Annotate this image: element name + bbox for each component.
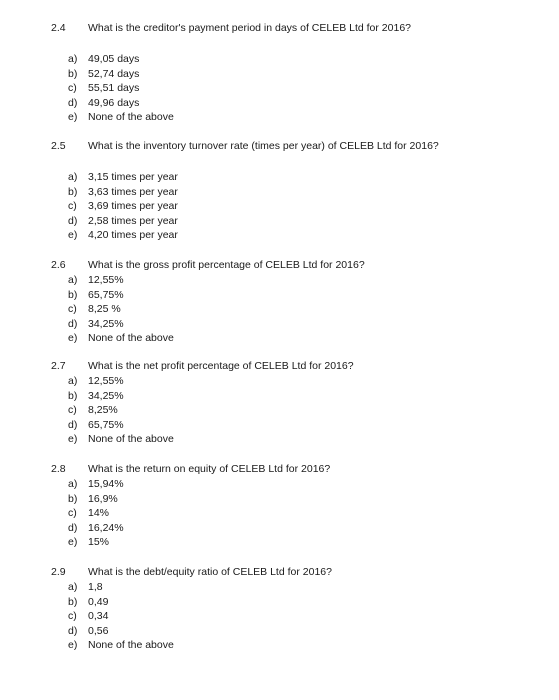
option-letter: a) [68, 274, 78, 286]
option-text: 14% [88, 507, 110, 520]
question-text: What is the debt/equity ratio of CELEB Ltd for 2016? [88, 566, 332, 578]
option-text: 0,34 [88, 610, 109, 623]
option-text: 4,20 times per year [88, 229, 178, 242]
option-letter: e) [68, 229, 78, 242]
option-a [0, 580, 559, 595]
option-b [0, 492, 559, 507]
option-c [0, 609, 559, 624]
option-text: 65,75% [88, 288, 124, 301]
option-a [0, 273, 559, 288]
option-text: 65,75% [88, 418, 124, 431]
option-text: 0,49 [88, 595, 109, 608]
options-list [0, 273, 559, 346]
option-text: 0,56 [88, 624, 109, 637]
question-text: What is the gross profit percentage of CELEB Ltd for 2016? [88, 259, 365, 271]
option-text: 15% [88, 536, 110, 549]
question-2-9 [0, 566, 559, 653]
option-letter: e) [68, 433, 78, 446]
option-text: 1,8 [88, 581, 103, 593]
option-letter: a) [68, 478, 78, 490]
option-text: 15,94% [88, 478, 124, 490]
option-text: 49,96 days [88, 96, 140, 109]
question-2-4 [0, 22, 559, 125]
option-text: 8,25 % [88, 303, 121, 316]
question-text: What is the creditor's payment period in days of CELEB Ltd for 2016? [88, 22, 412, 34]
question-text: What is the return on equity of CELEB Ltd for 2016? [88, 463, 331, 475]
question-header [0, 566, 559, 580]
question-number: 2.8 [51, 463, 66, 475]
option-e [0, 331, 559, 346]
option-text: 55,51 days [88, 82, 140, 95]
option-text: 34,25% [88, 389, 124, 402]
option-text: 16,24% [88, 521, 124, 534]
options-list [0, 52, 559, 125]
options-list [0, 170, 559, 243]
option-d [0, 317, 559, 332]
option-a [0, 52, 559, 67]
option-letter: d) [68, 214, 78, 227]
question-header [0, 463, 559, 477]
option-d [0, 521, 559, 536]
option-text: None of the above [88, 332, 174, 345]
option-letter: e) [68, 111, 78, 124]
option-letter: a) [68, 53, 78, 65]
option-text: None of the above [88, 639, 174, 652]
question-2-8 [0, 463, 559, 550]
option-text: 3,63 times per year [88, 185, 178, 198]
option-letter: a) [68, 375, 78, 387]
question-2-5 [0, 140, 559, 243]
option-letter: c) [68, 610, 77, 623]
question-header [0, 360, 559, 374]
option-text: 2,58 times per year [88, 214, 178, 227]
option-letter: e) [68, 639, 78, 652]
option-text: 49,05 days [88, 53, 140, 65]
option-letter: d) [68, 521, 78, 534]
option-text: 12,55% [88, 274, 124, 286]
question-text: What is the inventory turnover rate (times per year) of CELEB Ltd for 2016? [88, 140, 439, 152]
options-list [0, 477, 559, 550]
option-letter: d) [68, 96, 78, 109]
question-number: 2.7 [51, 360, 66, 372]
option-letter: d) [68, 624, 78, 637]
question-2-6 [0, 259, 559, 346]
option-d [0, 624, 559, 639]
option-text: 34,25% [88, 317, 124, 330]
option-letter: b) [68, 492, 78, 505]
option-a [0, 477, 559, 492]
options-list [0, 580, 559, 653]
option-text: 52,74 days [88, 67, 140, 80]
option-a [0, 170, 559, 185]
option-text: 16,9% [88, 492, 118, 505]
option-b [0, 185, 559, 200]
option-letter: c) [68, 82, 77, 95]
question-header [0, 140, 559, 154]
option-text: 3,69 times per year [88, 200, 178, 213]
option-letter: b) [68, 595, 78, 608]
option-letter: b) [68, 288, 78, 301]
option-text: 3,15 times per year [88, 171, 178, 183]
option-d [0, 96, 559, 111]
question-2-7 [0, 360, 559, 447]
option-letter: e) [68, 536, 78, 549]
option-text: None of the above [88, 111, 174, 124]
option-letter: c) [68, 507, 77, 520]
question-number: 2.9 [51, 566, 66, 578]
option-letter: a) [68, 171, 78, 183]
option-b [0, 595, 559, 610]
option-e [0, 638, 559, 653]
option-letter: c) [68, 404, 77, 417]
option-e [0, 535, 559, 550]
option-e [0, 110, 559, 125]
option-c [0, 199, 559, 214]
question-header [0, 259, 559, 273]
option-b [0, 67, 559, 82]
option-c [0, 403, 559, 418]
option-letter: c) [68, 200, 77, 213]
option-text: 12,55% [88, 375, 124, 387]
option-e [0, 432, 559, 447]
option-b [0, 389, 559, 404]
option-letter: c) [68, 303, 77, 316]
option-letter: d) [68, 317, 78, 330]
option-letter: b) [68, 389, 78, 402]
option-letter: e) [68, 332, 78, 345]
question-header [0, 22, 559, 36]
option-letter: a) [68, 581, 78, 593]
option-letter: b) [68, 185, 78, 198]
question-number: 2.4 [51, 22, 66, 34]
question-text: What is the net profit percentage of CELEB Ltd for 2016? [88, 360, 354, 372]
question-number: 2.5 [51, 140, 66, 152]
option-letter: b) [68, 67, 78, 80]
option-c [0, 302, 559, 317]
option-c [0, 506, 559, 521]
option-c [0, 81, 559, 96]
option-e [0, 228, 559, 243]
option-text: None of the above [88, 433, 174, 446]
options-list [0, 374, 559, 447]
option-d [0, 418, 559, 433]
option-b [0, 288, 559, 303]
option-a [0, 374, 559, 389]
option-d [0, 214, 559, 229]
question-number: 2.6 [51, 259, 66, 271]
option-text: 8,25% [88, 404, 118, 417]
option-letter: d) [68, 418, 78, 431]
